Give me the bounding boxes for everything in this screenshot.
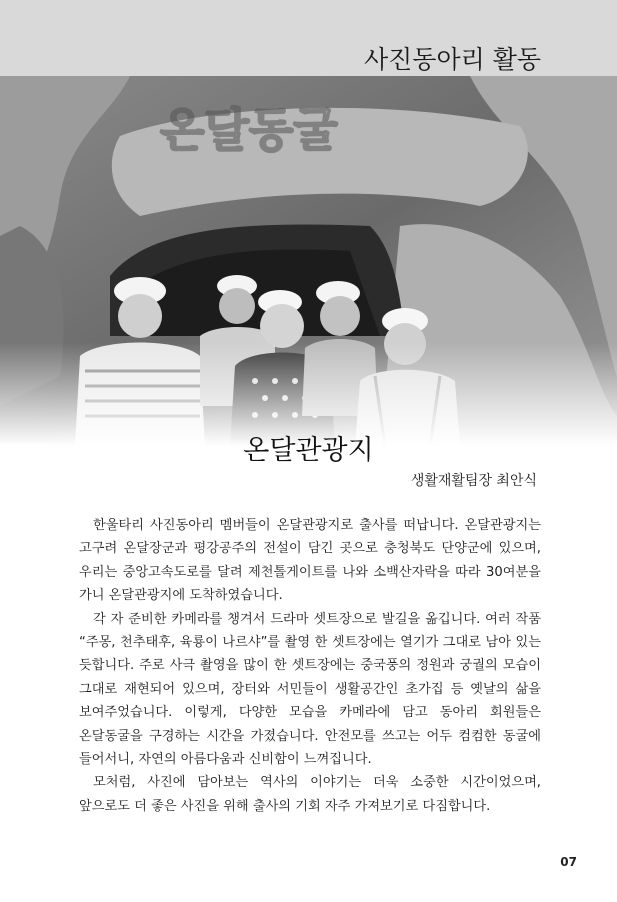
section-title: 사진동아리 활동 [364,45,541,74]
article-title: 온달관광지 [243,435,374,466]
byline: 생활재활팀장 최안식 [410,473,537,489]
paragraph: 모처럼, 사진에 담아보는 역사의 이야기는 더욱 소중한 시간이었으며, 앞으로도 더 좋은 사진을 위해 출사의 기회 자주 가져보기로 다짐합니다. [79,775,541,814]
article-body [79,514,541,818]
paragraph: 각 자 준비한 카메라를 챙겨서 드라마 셋트장으로 발길을 옮깁니다. 여러 작품 “주몽, 천추태후, 육룡이 나르샤”를 촬영 한 셋트장에는 열기가 그대로 남아 있는 듯합니다. 주로 사극 촬영을 많이 한 셋트장에는 중국풍의 정원과 궁궐의 모습이 그대로 재현되어 있으며, 장터와 서민들이 생활공간인 초가집 등 옛날의 삶을 보여주었습니다. 이렇게, 다양한 모습을 카메라에 담고 동아리 회원들은 온달동굴을 구경하는 시간을 가졌습니다. 안전모를 쓰고는 어두 컴컴한 동굴에 들어서니, 자연의 아름다움과 신비함이 느껴집니다. [79,611,541,768]
page-number: 07 [560,855,577,869]
paragraph: 한울타리 사진동아리 멤버들이 온달관광지로 출사를 떠납니다. 온달관광지는 고구려 온달장군과 평강공주의 전설이 담긴 곳으로 충청북도 단양군에 있으며, 우리는 중앙고속도로를 달려 제천톨게이트를 나와 소백산자락을 따라 30여분을 가니 온달관광지에 도착하였습니다. [79,518,541,604]
group-photo [0,76,617,446]
